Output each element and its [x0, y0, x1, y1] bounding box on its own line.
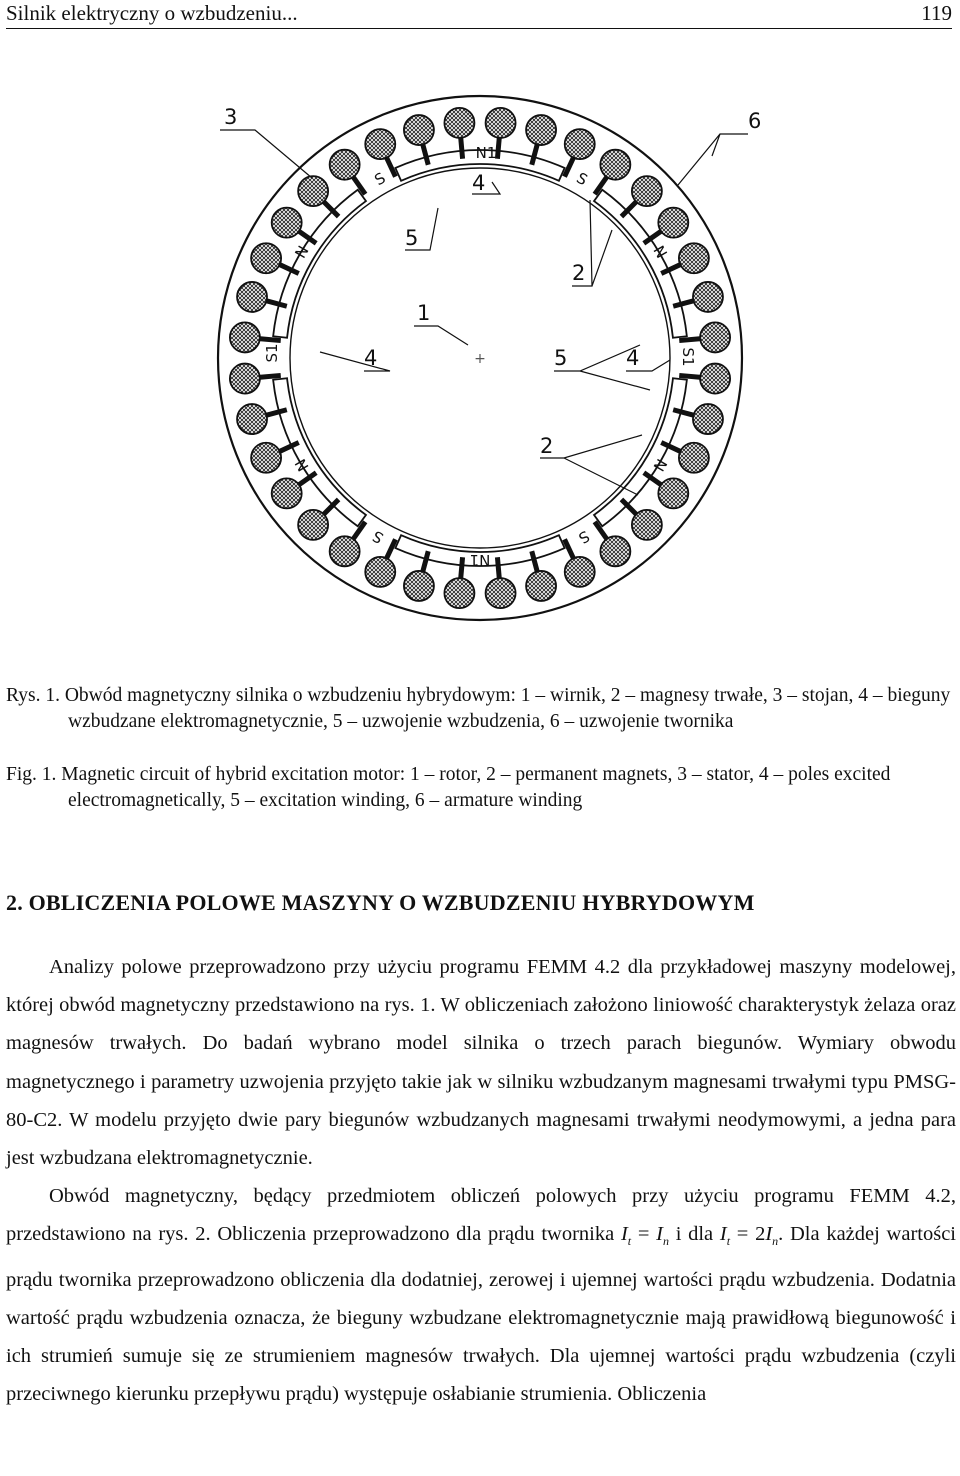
armature-slot-conductor [526, 115, 556, 145]
pole-label-s-bottom-left: S [369, 526, 387, 548]
slot-opening [259, 375, 281, 377]
pole-label-s1-right: S1 [679, 347, 697, 367]
armature-slot-conductor [565, 129, 595, 159]
pole-label-n1-top: N1 [475, 144, 497, 162]
callout-6: 6 [748, 109, 762, 133]
symbol-it-2: $I_t$ [719, 1223, 731, 1249]
running-title: Silnik elektryczny o wzbudzeniu... [6, 1, 298, 25]
motor-cross-section-figure [200, 90, 780, 670]
armature-slot-conductor [658, 208, 688, 238]
slot-opening [423, 144, 429, 165]
armature-slot-conductor [600, 150, 630, 180]
armature-slot-conductor [298, 510, 328, 540]
callout-3: 3 [224, 105, 238, 129]
armature-slot-conductor [693, 282, 723, 312]
slot-opening [266, 301, 287, 307]
symbol-in-2: $I_n$ [765, 1223, 779, 1249]
rotor-center-mark: + [474, 351, 486, 367]
pole-label-s-top-right: S [573, 168, 591, 190]
slot-opening [673, 301, 694, 307]
leader-6 [678, 134, 748, 185]
figure-caption-english: Fig. 1. Magnetic circuit of hybrid excitation motor: 1 – rotor, 2 – permanent magnets, 3 – stator, 4 – poles excited electromagnetically, 5 – excitation winding, 6 – armature winding [6, 764, 891, 811]
armature-slot-conductor [526, 571, 556, 601]
pole-label-s-bottom-right: S [575, 526, 593, 548]
slot-opening [279, 443, 299, 452]
armature-slot-conductor [272, 478, 302, 508]
pole-label-s1-left: S1 [263, 343, 281, 363]
armature-slot-conductor [700, 364, 730, 394]
callout-5-top: 5 [405, 226, 419, 250]
armature-slot-conductor [693, 404, 723, 434]
leader-4-left [320, 352, 390, 371]
p2-text-2: i dla [668, 1223, 720, 1246]
armature-slot-conductor [700, 322, 730, 352]
armature-slot-conductor [298, 176, 328, 206]
armature-slot-conductor [230, 364, 260, 394]
armature-slot-conductor [632, 176, 662, 206]
armature-slot-conductor [404, 115, 434, 145]
callout-2-upper: 2 [572, 261, 586, 285]
leader-1 [414, 326, 468, 345]
slot-opening [386, 539, 395, 559]
slot-opening [461, 137, 463, 159]
armature-slot-conductor [365, 129, 395, 159]
slot-opening [423, 551, 429, 572]
pole-label-n-upper-right: N [649, 242, 671, 262]
armature-slot-conductor [679, 243, 709, 273]
armature-slot-conductor [444, 578, 474, 608]
pole-label-n-upper-left: N [291, 242, 313, 262]
slot-opening [565, 157, 574, 177]
page-header [6, 0, 952, 29]
slot-opening [565, 539, 574, 559]
armature-slot-conductor [330, 536, 360, 566]
slot-opening [679, 375, 701, 377]
slot-opening [673, 410, 694, 416]
armature-slot-conductor [632, 510, 662, 540]
armature-slot-conductor [365, 557, 395, 587]
paragraph-1: Analizy polowe przeprowadzono przy użyciu programu FEMM 4.2 dla przykładowej maszyny modelowej, której obwód magnetyczny przedstawiono na rys. 1. W obliczeniach założono liniowość charakterystyk żelaza oraz magnesów trwałych. Do badań wybrano model silnika o trzech parach biegunów. Wymiary obwodu magnetycznego i parametry uzwojenia przyjęto takie jak w silniku wzbudzanym magnesami trwałymi typu PMSG-80-C2. W modelu przyjęto dwie pary biegunów wzbudzanych magnesami trwałymi neodymowymi, a jedna para jest wzbudzana elektromagnetycznie. [6, 956, 956, 1170]
armature-slot-conductor [237, 404, 267, 434]
symbol-it: $I_t$ [620, 1223, 632, 1249]
armature-slot-conductor [658, 478, 688, 508]
slot-opening [266, 410, 287, 416]
figure-caption-polish: Rys. 1. Obwód magnetyczny silnika o wzbudzeniu hybrydowym: 1 – wirnik, 2 – magnesy trwałe, 3 – stojan, 4 – bieguny wzbudzane elektromagnetycznie, 5 – uzwojenie wzbudzenia, 6 – uzwojenie twornika [6, 685, 951, 732]
paragraph-2 [6, 1177, 956, 1413]
callout-4-top: 4 [472, 171, 486, 195]
pole-label-n-lower-right: N [649, 455, 671, 475]
slot-opening [661, 264, 681, 273]
symbol-in: $I_n$ [656, 1223, 669, 1249]
slot-opening [679, 339, 701, 341]
slot-opening [497, 137, 499, 159]
section-heading: 2. OBLICZENIA POLOWE MASZYNY O WZBUDZENIU HYBRYDOWYM [6, 890, 755, 915]
armature-slot-conductor [230, 322, 260, 352]
armature-slot-conductor [600, 536, 630, 566]
slot-opening [661, 443, 681, 452]
armature-slot-conductor [444, 108, 474, 138]
armature-slot-conductor [486, 578, 516, 608]
armature-slot-conductor [565, 557, 595, 587]
slot-opening [532, 551, 538, 572]
armature-slot-conductor [404, 571, 434, 601]
slot-opening [497, 557, 499, 579]
p2-eq-2: = 2 [730, 1223, 766, 1246]
pole-label-s-top-left: S [371, 168, 389, 190]
p2-text-3: . Dla każdej wartości prądu twornika przeprowadzono obliczenia dla dodatniej, zerowej i ujemnej wartości prądu wzbudzenia. Dodatnia wartość prądu wzbudzenia oznacza, że bieguny wzbudzane elektromagnetycznie mają prawidłową biegunowość i ich strumień sumuje się ze strumieniem magnesów trwałych. Dla ujemnej wartości prądu wzbudzenia (czyli przeciwnego kierunku przepływu prądu) występuje osłabianie strumienia. Obliczenia [6, 1223, 956, 1406]
armature-slot-conductor [330, 150, 360, 180]
p2-text-1: Obwód magnetyczny, będący przedmiotem obliczeń polowych przy użyciu programu FEMM 4.2, przedstawiono na rys. 2. Obliczenia przeprowadzono dla prądu twornika [6, 1185, 956, 1246]
armature-slot-conductor [486, 108, 516, 138]
slot-opening [259, 339, 281, 341]
pole-label-n1-bottom: N1 [469, 551, 491, 569]
callout-4-left: 4 [364, 346, 378, 370]
p2-eq: = [631, 1223, 657, 1246]
armature-slot-conductor [251, 243, 281, 273]
pole-label-n-lower-left: N [291, 455, 313, 475]
callout-4-right: 4 [626, 346, 640, 370]
armature-slot-conductor [251, 443, 281, 473]
callout-1: 1 [417, 301, 431, 325]
callout-2-lower: 2 [540, 434, 554, 458]
page-number: 119 [921, 1, 952, 25]
body-text [6, 948, 956, 1414]
callout-5-right: 5 [554, 346, 568, 370]
slot-opening [532, 144, 538, 165]
armature-slot-conductor [679, 443, 709, 473]
slot-opening [461, 557, 463, 579]
armature-slot-conductor [237, 282, 267, 312]
slot-opening [386, 157, 395, 177]
armature-slot-conductor [272, 208, 302, 238]
slot-opening [279, 264, 299, 273]
